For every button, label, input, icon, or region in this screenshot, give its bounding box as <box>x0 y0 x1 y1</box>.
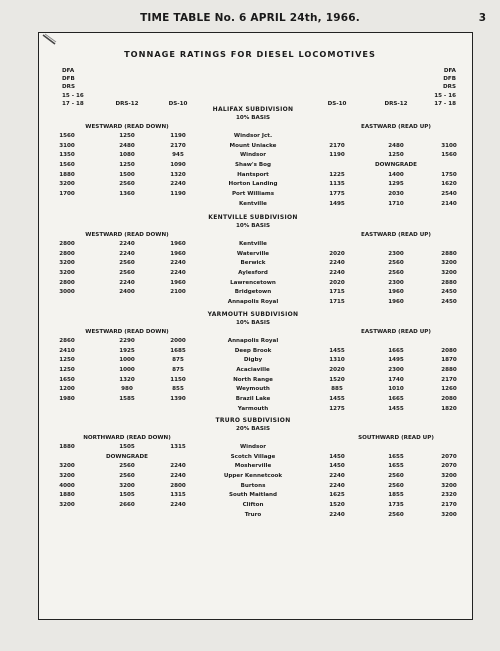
subdivision-name: YARMOUTH SUBDIVISION <box>207 311 299 318</box>
tonnage-cell: 1715 <box>329 298 345 305</box>
tonnage-cell: 1560 <box>59 161 75 168</box>
tonnage-cell: 1455 <box>329 347 345 354</box>
tonnage-cell: 1225 <box>329 171 345 178</box>
tonnage-cell: 1450 <box>329 463 345 470</box>
tonnage-cell: 1495 <box>388 357 404 364</box>
downgrade-note: DOWNGRADE <box>375 161 417 168</box>
tonnage-cell: 2400 <box>119 289 135 296</box>
station-name: Clifton <box>242 501 264 508</box>
tonnage-cell: 1000 <box>119 366 135 373</box>
tonnage-cell: 1495 <box>329 200 345 207</box>
tonnage-cell: 1250 <box>119 133 135 139</box>
tonnage-cell: 1505 <box>119 492 135 499</box>
tonnage-cell: 2450 <box>441 298 457 305</box>
tonnage-cell: 2170 <box>441 501 457 508</box>
tonnage-cell: 1880 <box>59 444 75 450</box>
tonnage-cell: 2560 <box>119 472 135 479</box>
station-name: Berwick <box>240 260 266 267</box>
station-name: Windsor <box>239 444 266 450</box>
tonnage-cell: 3200 <box>441 511 457 518</box>
tonnage-cell: 1200 <box>59 386 75 393</box>
subdivision-name: KENTVILLE SUBDIVISION <box>208 214 298 221</box>
page-title: TIME TABLE No. 6 APRIL 24th, 1966. <box>140 12 360 24</box>
tonnage-cell: 1685 <box>170 347 186 354</box>
tonnage-cell: 2560 <box>388 269 404 276</box>
subdivision-name: HALIFAX SUBDIVISION <box>212 106 294 113</box>
tonnage-cell: 1350 <box>59 152 75 159</box>
tonnage-cell: 855 <box>172 386 184 393</box>
tonnage-cell: 1310 <box>329 357 345 364</box>
column-header-right-ds10: DS-10 <box>327 101 347 107</box>
left-class-label: DRS <box>62 84 75 90</box>
right-class-label: DFB <box>443 76 456 82</box>
tonnage-cell: 1520 <box>329 501 345 508</box>
tonnage-cell: 2800 <box>170 482 186 489</box>
tonnage-cell: 1960 <box>170 279 186 286</box>
tonnage-cell: 2240 <box>170 501 186 508</box>
tonnage-cell: 3200 <box>59 181 75 188</box>
tonnage-cell: 1665 <box>388 395 404 402</box>
tonnage-cell: 875 <box>172 357 184 364</box>
tonnage-cell: 2020 <box>329 250 345 257</box>
left-class-label: 17 - 18 <box>62 101 84 107</box>
tonnage-cell: 1925 <box>119 347 135 354</box>
tonnage-cell: 2450 <box>441 289 457 296</box>
tonnage-cell: 2170 <box>441 376 457 383</box>
station-name: Shaw's Bog <box>234 161 272 168</box>
tonnage-cell: 2080 <box>441 395 457 402</box>
tonnage-cell: 2290 <box>119 338 135 344</box>
station-name: Port Williams <box>231 190 275 197</box>
column-header-left-drs12: DRS-12 <box>115 101 139 107</box>
station-name: Kentville <box>239 241 267 247</box>
tonnage-cell: 1585 <box>119 395 135 402</box>
tonnage-cell: 1250 <box>59 366 75 373</box>
tonnage-cell: 1665 <box>388 347 404 354</box>
station-name: Digby <box>243 357 263 364</box>
left-class-label: DFB <box>62 76 75 82</box>
paper-clip-mark-icon <box>41 33 59 47</box>
tonnage-cell: 3000 <box>59 289 75 296</box>
direction-left: WESTWARD (READ DOWN) <box>85 329 169 335</box>
tonnage-cell: 3200 <box>59 472 75 479</box>
tonnage-cell: 4000 <box>59 482 75 489</box>
direction-left: WESTWARD (READ DOWN) <box>85 124 169 130</box>
tonnage-cell: 2300 <box>388 279 404 286</box>
tonnage-cell: 1190 <box>170 190 186 197</box>
tonnage-cell: 1625 <box>329 492 345 499</box>
station-name: Windsor Jct. <box>233 133 273 139</box>
station-name: Upper Kennetcook <box>223 472 283 479</box>
tonnage-cell: 2860 <box>59 338 75 344</box>
tonnage-cell: 1400 <box>388 171 404 178</box>
station-name: Horton Landing <box>228 181 278 188</box>
tonnage-cell: 1390 <box>170 395 186 402</box>
tonnage-cell: 2140 <box>441 200 457 207</box>
tonnage-cell: 2300 <box>388 366 404 373</box>
tonnage-cell: 2070 <box>441 463 457 470</box>
station-name: Truro <box>244 511 262 518</box>
tonnage-cell: 1820 <box>441 405 457 412</box>
tonnage-cell: 2240 <box>170 181 186 188</box>
tonnage-cell: 1980 <box>59 395 75 402</box>
tonnage-cell: 1320 <box>170 171 186 178</box>
tonnage-cell: 1960 <box>170 250 186 257</box>
tonnage-cell: 2240 <box>329 260 345 267</box>
tonnage-cell: 1315 <box>170 444 186 450</box>
station-name: Aylesford <box>238 269 268 276</box>
tonnage-cell: 1250 <box>388 152 404 159</box>
station-name: Annapolis Royal <box>227 298 279 305</box>
tonnage-cell: 3200 <box>59 260 75 267</box>
tonnage-cell: 3200 <box>59 269 75 276</box>
tonnage-cell: 1455 <box>329 395 345 402</box>
station-name: Windsor <box>239 152 266 159</box>
tonnage-cell: 2660 <box>119 501 135 508</box>
tonnage-cell: 3200 <box>59 501 75 508</box>
tonnage-cell: 3200 <box>59 463 75 470</box>
tonnage-cell: 2020 <box>329 366 345 373</box>
tonnage-cell: 2080 <box>441 347 457 354</box>
tonnage-cell: 2880 <box>441 366 457 373</box>
tonnage-cell: 1560 <box>441 152 457 159</box>
tonnage-cell: 1650 <box>59 376 75 383</box>
tonnage-cell: 2300 <box>388 250 404 257</box>
tonnage-cell: 2240 <box>170 260 186 267</box>
tonnage-cell: 2560 <box>119 181 135 188</box>
tonnage-cell: 1260 <box>441 386 457 393</box>
station-name: Acaciaville <box>236 366 270 373</box>
tonnage-cell: 2560 <box>119 260 135 267</box>
station-name: Mosherville <box>234 463 272 470</box>
tonnage-cell: 2480 <box>388 142 404 149</box>
tonnage-cell: 1855 <box>388 492 404 499</box>
tonnage-cell: 2240 <box>119 241 135 247</box>
tonnage-cell: 1960 <box>388 289 404 296</box>
tonnage-cell: 1870 <box>441 357 457 364</box>
tonnage-cell: 1135 <box>329 181 345 188</box>
tonnage-cell: 2560 <box>388 511 404 518</box>
tonnage-cell: 2240 <box>170 472 186 479</box>
tonnage-cell: 1275 <box>329 405 345 412</box>
station-name: Deep Brook <box>234 347 272 354</box>
station-name: Mount Uniacke <box>229 142 277 149</box>
station-name: Scotch Village <box>230 453 276 460</box>
tonnage-cell: 1740 <box>388 376 404 383</box>
tonnage-cell: 945 <box>172 152 184 159</box>
tonnage-cell: 1455 <box>388 405 404 412</box>
tonnage-cell: 3200 <box>441 269 457 276</box>
direction-left: WESTWARD (READ DOWN) <box>85 232 169 238</box>
tonnage-cell: 2240 <box>329 472 345 479</box>
tonnage-cell: 2560 <box>119 269 135 276</box>
tonnage-cell: 3200 <box>119 482 135 489</box>
tonnage-cell: 2560 <box>388 260 404 267</box>
tonnage-cell: 2170 <box>329 142 345 149</box>
station-name: Hantsport <box>237 171 269 178</box>
tonnage-cell: 1960 <box>170 241 186 247</box>
station-name: North Range <box>233 376 273 383</box>
tonnage-cell: 1715 <box>329 289 345 296</box>
direction-right: EASTWARD (READ UP) <box>361 124 431 130</box>
tonnage-cell: 2560 <box>388 482 404 489</box>
right-class-label: DRS <box>443 84 456 90</box>
tonnage-cell: 2800 <box>59 241 75 247</box>
tonnage-cell: 2240 <box>329 482 345 489</box>
tonnage-cell: 3100 <box>59 142 75 149</box>
tonnage-cell: 2560 <box>388 472 404 479</box>
tonnage-cell: 2540 <box>441 190 457 197</box>
tonnage-cell: 3200 <box>441 260 457 267</box>
tonnage-cell: 1520 <box>329 376 345 383</box>
tonnage-cell: 1750 <box>441 171 457 178</box>
tonnage-cell: 1700 <box>59 190 75 197</box>
tonnage-cell: 3200 <box>441 472 457 479</box>
tonnage-cell: 2240 <box>329 511 345 518</box>
tonnage-cell: 1655 <box>388 463 404 470</box>
tonnage-cell: 1505 <box>119 444 135 450</box>
station-name: Waterville <box>236 250 270 257</box>
tonnage-cell: 2240 <box>170 269 186 276</box>
tonnage-cell: 2410 <box>59 347 75 354</box>
station-name: Brazil Lake <box>235 395 271 402</box>
page-number: 3 <box>478 12 486 24</box>
station-name: Weymouth <box>236 386 270 393</box>
tonnage-cell: 1500 <box>119 171 135 178</box>
tonnage-cell: 2800 <box>59 250 75 257</box>
station-name: Annapolis Royal <box>227 338 279 344</box>
tonnage-cell: 1090 <box>170 161 186 168</box>
tonnage-cell: 1710 <box>388 200 404 207</box>
tonnage-cell: 3200 <box>441 482 457 489</box>
tonnage-cell: 1320 <box>119 376 135 383</box>
tonnage-cell: 2880 <box>441 250 457 257</box>
tonnage-cell: 2240 <box>119 250 135 257</box>
downgrade-note: DOWNGRADE <box>106 453 148 460</box>
right-class-label: 15 - 16 <box>434 93 456 99</box>
tonnage-cell: 2100 <box>170 289 186 296</box>
left-class-label: 15 - 16 <box>62 93 84 99</box>
station-name: Bridgetown <box>234 289 272 296</box>
tonnage-cell: 2880 <box>441 279 457 286</box>
tonnage-cell: 2320 <box>441 492 457 499</box>
direction-right: SOUTHWARD (READ UP) <box>358 435 434 441</box>
direction-left: NORTHWARD (READ DOWN) <box>83 435 171 441</box>
tonnage-cell: 1190 <box>170 133 186 139</box>
column-header-right-drs12: DRS-12 <box>384 101 408 107</box>
subdivision-basis: 10% BASIS <box>235 320 271 326</box>
tonnage-cell: 1250 <box>59 357 75 364</box>
subdivision-basis: 10% BASIS <box>235 115 271 121</box>
tonnage-cell: 2240 <box>170 463 186 470</box>
tonnage-cell: 1080 <box>119 152 135 159</box>
tonnage-cell: 2240 <box>119 279 135 286</box>
direction-right: EASTWARD (READ UP) <box>361 329 431 335</box>
tonnage-cell: 1000 <box>119 357 135 364</box>
tonnage-cell: 1450 <box>329 453 345 460</box>
tonnage-cell: 2480 <box>119 142 135 149</box>
tonnage-cell: 2240 <box>329 269 345 276</box>
tonnage-cell: 1880 <box>59 171 75 178</box>
tonnage-cell: 875 <box>172 366 184 373</box>
right-class-label: 17 - 18 <box>434 101 456 107</box>
right-class-label: DFA <box>443 68 456 74</box>
subdivision-basis: 10% BASIS <box>235 223 271 229</box>
tonnage-cell: 1735 <box>388 501 404 508</box>
tonnage-cell: 1190 <box>329 152 345 159</box>
tonnage-cell: 2000 <box>170 338 186 344</box>
tonnage-cell: 1560 <box>59 133 75 139</box>
station-name: Yarmouth <box>237 405 269 412</box>
tonnage-cell: 2800 <box>59 279 75 286</box>
subdivision-basis: 20% BASIS <box>235 426 271 432</box>
tonnage-cell: 2020 <box>329 279 345 286</box>
tonnage-cell: 885 <box>331 386 343 393</box>
tonnage-cell: 2560 <box>119 463 135 470</box>
tonnage-cell: 1010 <box>388 386 404 393</box>
station-name: Lawrencetown <box>230 279 276 286</box>
tonnage-cell: 1360 <box>119 190 135 197</box>
tonnage-cell: 1775 <box>329 190 345 197</box>
tonnage-cell: 1250 <box>119 161 135 168</box>
column-header-left-ds10: DS-10 <box>168 101 188 107</box>
tonnage-cell: 2170 <box>170 142 186 149</box>
tonnage-cell: 1620 <box>441 181 457 188</box>
tonnage-cell: 2030 <box>388 190 404 197</box>
station-name: South Maitland <box>228 492 278 499</box>
tonnage-cell: 980 <box>121 386 133 393</box>
left-class-label: DFA <box>62 68 75 74</box>
tonnage-cell: 1295 <box>388 181 404 188</box>
subdivision-name: TRURO SUBDIVISION <box>215 417 291 424</box>
direction-right: EASTWARD (READ UP) <box>361 232 431 238</box>
tonnage-cell: 3100 <box>441 142 457 149</box>
tonnage-cell: 1960 <box>388 298 404 305</box>
document-title: TONNAGE RATINGS FOR DIESEL LOCOMOTIVES <box>124 49 376 59</box>
tonnage-cell: 2070 <box>441 453 457 460</box>
tonnage-cell: 1150 <box>170 376 186 383</box>
tonnage-cell: 1315 <box>170 492 186 499</box>
tonnage-cell: 1880 <box>59 492 75 499</box>
station-name: Burtons <box>240 482 266 489</box>
tonnage-cell: 1655 <box>388 453 404 460</box>
station-name: Kentville <box>239 200 267 207</box>
page-header <box>0 12 500 28</box>
